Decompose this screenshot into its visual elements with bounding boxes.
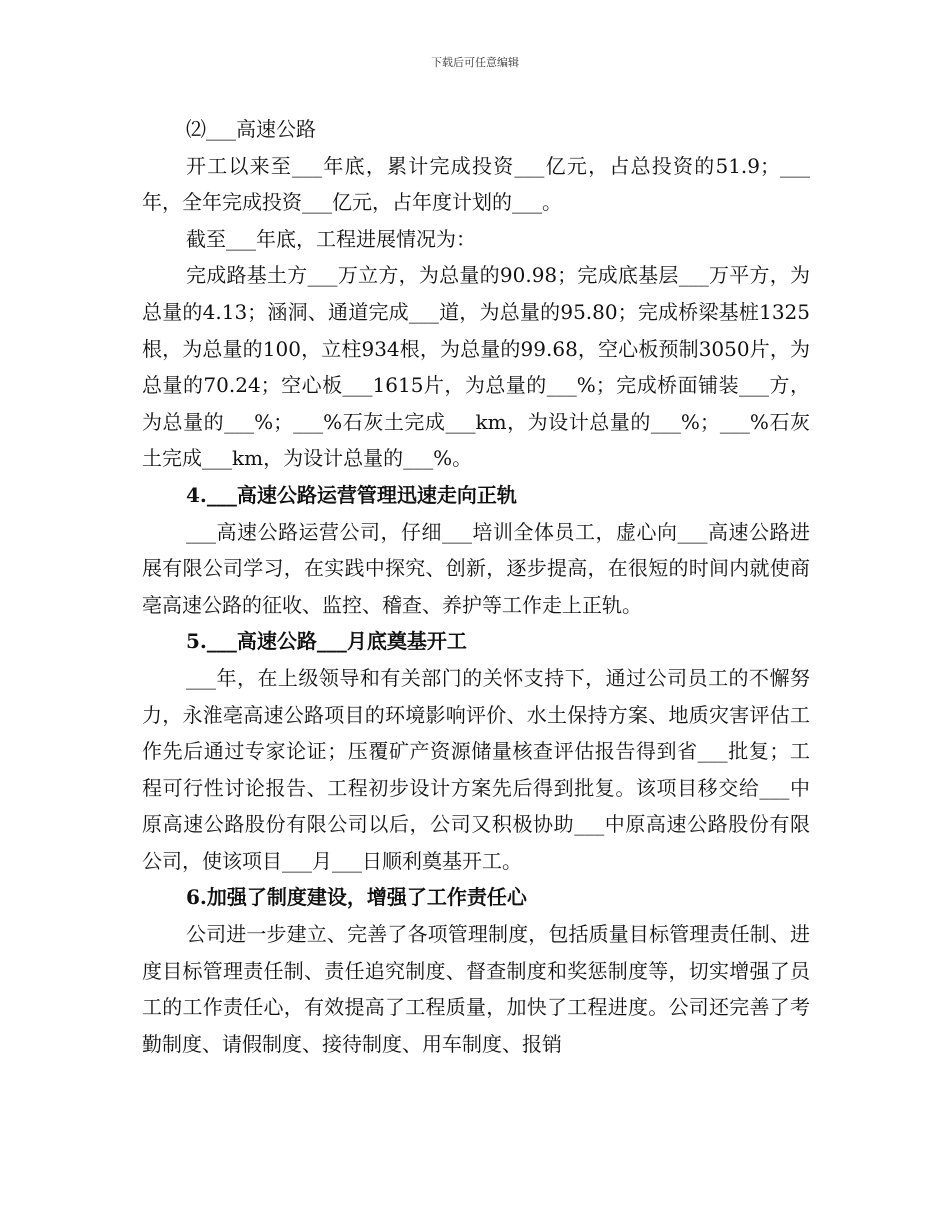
paragraph-operations: ___高速公路运营公司，仔细___培训全体员工，虚心向___高速公路进展有限公司学习，在实践中探究、创新，逐步提高，在很短的时间内就使商亳高速公路的征收、监控、稽查、养护等工作走上正轨。 [142,519,810,617]
paragraph-investment: 开工以来至___年底，累计完成投资___亿元，占总投资的51.9；___年，全年完成投资___亿元，占年度计划的___。 [142,153,810,215]
section-heading-4: 4.___高速公路运营管理迅速走向正轨 [186,482,517,507]
paragraph-systems: 公司进一步建立、完善了各项管理制度，包括质量目标管理责任制、进度目标管理责任制、责任追究制度、督查制度和奖惩制度等，切实增强了员工的工作责任心，有效提高了工程质量，加快了工程进度。公司还完善了考勤制度、请假制度、接待制度、用车制度、报销 [142,922,810,1056]
paragraph-subheading: ⑵___高速公路 [186,117,316,141]
document-body [142,111,810,1062]
paragraph-groundbreaking: ___年，在上级领导和有关部门的关怀支持下，通过公司员工的不懈努力，永淮亳高速公路项目的环境影响评价、水土保持方案、地质灾害评估工作先后通过专家论证；压覆矿产资源储量核查评估报告得到省___批复；工程可行性讨论报告、工程初步设计方案先后得到批复。该项目移交给___中原高速公路股份有限公司以后，公司又积极协助___中原高速公路股份有限公司，使该项目___月___日顺利奠基开工。 [142,665,810,873]
page-header: 下载后可任意编辑 [431,56,519,69]
section-heading-6: 6.加强了制度建设，增强了工作责任心 [186,885,527,910]
paragraph-progress-details: 完成路基土方___万立方，为总量的90.98；完成底基层___万平方，为总量的4.13；涵洞、通道完成___道，为总量的95.80；完成桥梁基桩1325根，为总量的100，立柱934根，为总量的99.68，空心板预制3050片，为总量的70.24；空心板___1615片，为总量的___%；完成桥面铺装___方，为总量的___%；___%石灰土完成___km，为设计总量的___%；___%石灰土完成___km，为设计总量的___%。 [142,263,810,471]
paragraph-progress-intro: 截至___年底，工程进展情况为： [186,226,476,251]
section-heading-5: 5.___高速公路___月底奠基开工 [186,629,467,654]
